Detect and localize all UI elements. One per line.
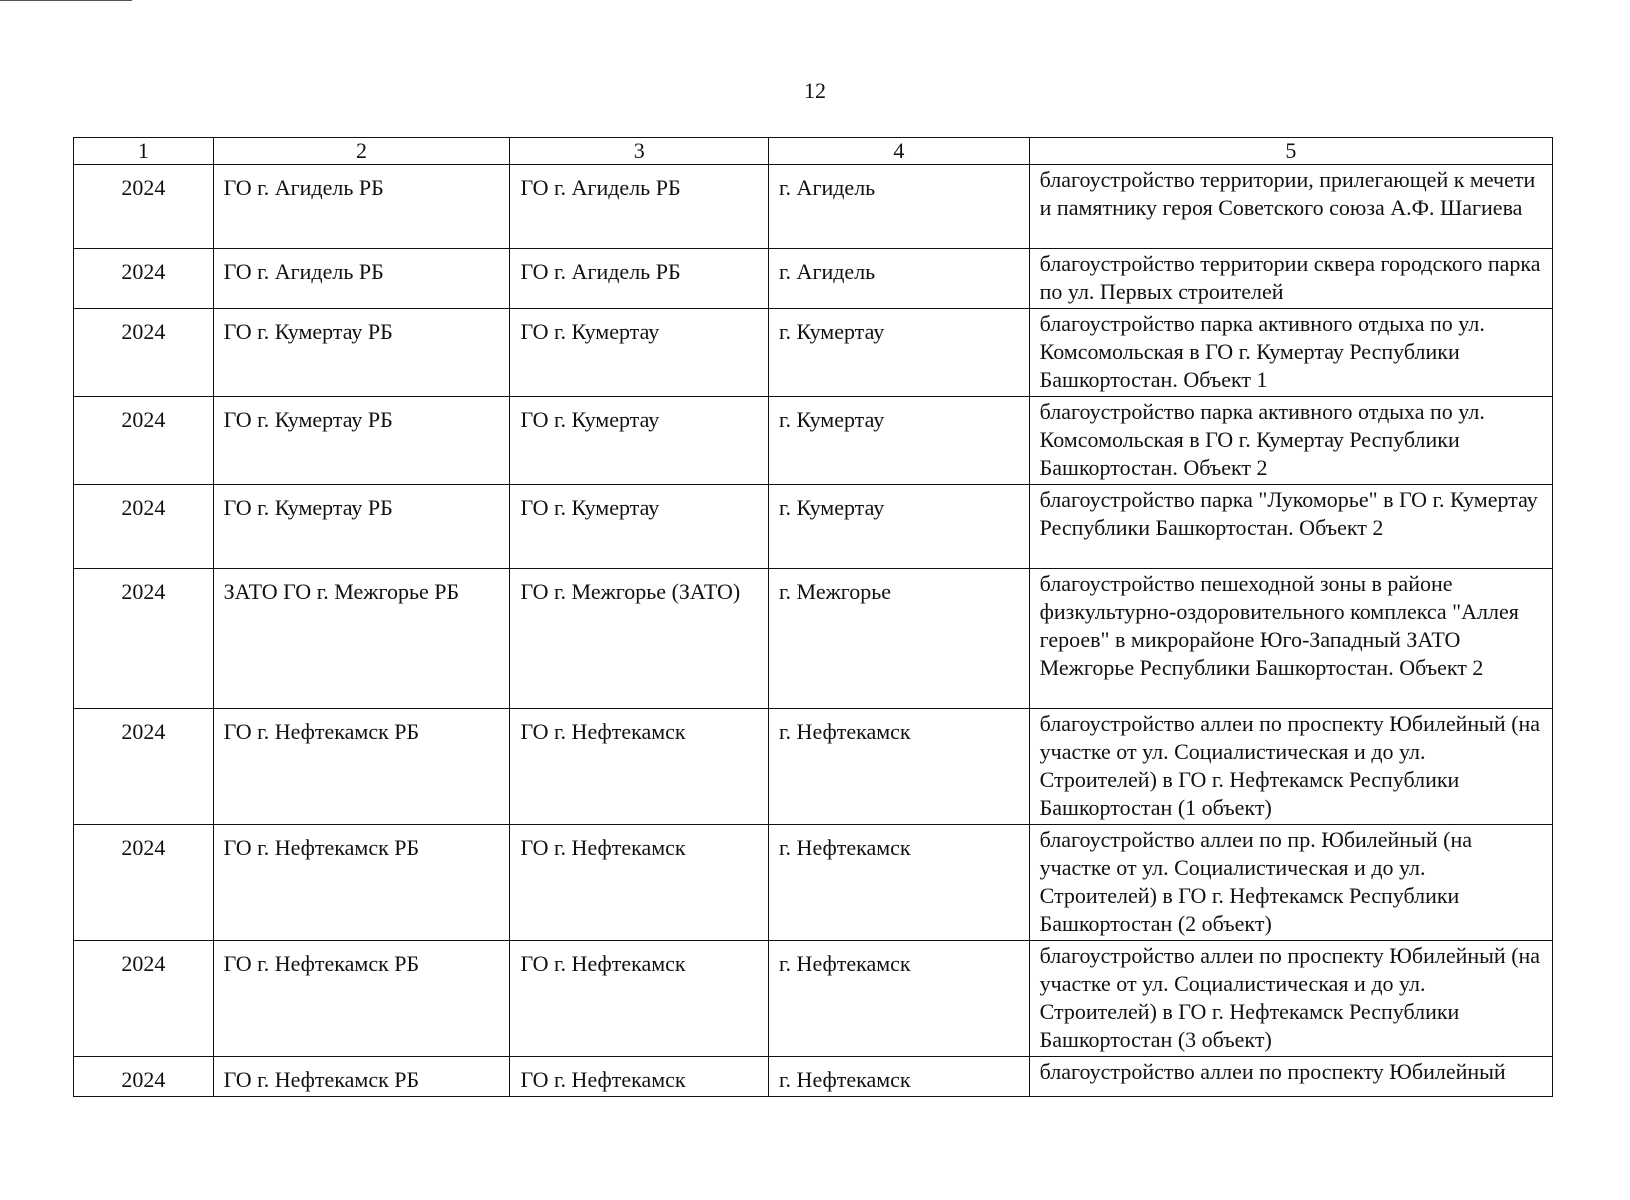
description-cell: благоустройство территории сквера городского парка по ул. Первых строителей bbox=[1029, 249, 1552, 309]
page-corner-line bbox=[0, 0, 132, 1]
table-row bbox=[74, 709, 1553, 825]
description-cell: благоустройство парка "Лукоморье" в ГО г. Кумертау Республики Башкортостан. Объект 2 bbox=[1029, 485, 1552, 569]
municipality-cell: ЗАТО ГО г. Межгорье РБ bbox=[213, 569, 510, 709]
recipient-cell: ГО г. Кумертау bbox=[510, 309, 769, 397]
table-header bbox=[74, 138, 1553, 165]
locality-cell: г. Межгорье bbox=[769, 569, 1030, 709]
table-row bbox=[74, 569, 1553, 709]
recipient-cell: ГО г. Межгорье (ЗАТО) bbox=[510, 569, 769, 709]
year-cell: 2024 bbox=[74, 309, 214, 397]
table-row bbox=[74, 309, 1553, 397]
header-col-3: 3 bbox=[510, 138, 769, 165]
locality-cell: г. Нефтекамск bbox=[769, 709, 1030, 825]
year-cell: 2024 bbox=[74, 249, 214, 309]
municipality-cell: ГО г. Кумертау РБ bbox=[213, 485, 510, 569]
table-row bbox=[74, 249, 1553, 309]
locality-cell: г. Нефтекамск bbox=[769, 1057, 1030, 1097]
municipality-cell: ГО г. Нефтекамск РБ bbox=[213, 825, 510, 941]
municipality-cell: ГО г. Нефтекамск РБ bbox=[213, 1057, 510, 1097]
page-number: 12 bbox=[804, 78, 826, 103]
municipality-cell: ГО г. Кумертау РБ bbox=[213, 397, 510, 485]
description-cell: благоустройство аллеи по проспекту Юбилейный bbox=[1029, 1057, 1552, 1097]
municipality-cell: ГО г. Агидель РБ bbox=[213, 249, 510, 309]
year-cell: 2024 bbox=[74, 485, 214, 569]
description-cell: благоустройство аллеи по проспекту Юбилейный (на участке от ул. Социалистическая и до ул. Строителей) в ГО г. Нефтекамск Республики Башкортостан (3 объект) bbox=[1029, 941, 1552, 1057]
recipient-cell: ГО г. Нефтекамск bbox=[510, 709, 769, 825]
recipient-cell: ГО г. Агидель РБ bbox=[510, 249, 769, 309]
table-row bbox=[74, 165, 1553, 249]
header-row bbox=[74, 138, 1553, 165]
table-row bbox=[74, 397, 1553, 485]
recipient-cell: ГО г. Кумертау bbox=[510, 485, 769, 569]
table-body bbox=[74, 165, 1553, 1097]
table-row bbox=[74, 825, 1553, 941]
locality-cell: г. Кумертау bbox=[769, 309, 1030, 397]
description-cell: благоустройство аллеи по пр. Юбилейный (на участке от ул. Социалистическая и до ул. Строителей) в ГО г. Нефтекамск Республики Башкортостан (2 объект) bbox=[1029, 825, 1552, 941]
table-row bbox=[74, 941, 1553, 1057]
header-col-5: 5 bbox=[1029, 138, 1552, 165]
recipient-cell: ГО г. Нефтекамск bbox=[510, 1057, 769, 1097]
locality-cell: г. Нефтекамск bbox=[769, 941, 1030, 1057]
recipient-cell: ГО г. Нефтекамск bbox=[510, 941, 769, 1057]
table-row bbox=[74, 485, 1553, 569]
header-col-1: 1 bbox=[74, 138, 214, 165]
locality-cell: г. Агидель bbox=[769, 249, 1030, 309]
year-cell: 2024 bbox=[74, 941, 214, 1057]
locality-cell: г. Нефтекамск bbox=[769, 825, 1030, 941]
locality-cell: г. Кумертау bbox=[769, 485, 1030, 569]
municipality-cell: ГО г. Нефтекамск РБ bbox=[213, 709, 510, 825]
description-cell: благоустройство аллеи по проспекту Юбилейный (на участке от ул. Социалистическая и до ул. Строителей) в ГО г. Нефтекамск Республики Башкортостан (1 объект) bbox=[1029, 709, 1552, 825]
recipient-cell: ГО г. Нефтекамск bbox=[510, 825, 769, 941]
locality-cell: г. Кумертау bbox=[769, 397, 1030, 485]
recipient-cell: ГО г. Кумертау bbox=[510, 397, 769, 485]
locality-cell: г. Агидель bbox=[769, 165, 1030, 249]
table-row bbox=[74, 1057, 1553, 1097]
description-cell: благоустройство парка активного отдыха по ул. Комсомольская в ГО г. Кумертау Республики Башкортостан. Объект 2 bbox=[1029, 397, 1552, 485]
year-cell: 2024 bbox=[74, 825, 214, 941]
municipality-cell: ГО г. Агидель РБ bbox=[213, 165, 510, 249]
recipient-cell: ГО г. Агидель РБ bbox=[510, 165, 769, 249]
year-cell: 2024 bbox=[74, 709, 214, 825]
header-col-2: 2 bbox=[213, 138, 510, 165]
year-cell: 2024 bbox=[74, 569, 214, 709]
objects-table bbox=[73, 137, 1553, 1097]
description-cell: благоустройство пешеходной зоны в районе физкультурно-оздоровительного комплекса "Аллея героев" в микрорайоне Юго-Западный ЗАТО Межгорье Республики Башкортостан. Объект 2 bbox=[1029, 569, 1552, 709]
header-col-4: 4 bbox=[769, 138, 1030, 165]
municipality-cell: ГО г. Кумертау РБ bbox=[213, 309, 510, 397]
municipality-cell: ГО г. Нефтекамск РБ bbox=[213, 941, 510, 1057]
description-cell: благоустройство территории, прилегающей к мечети и памятнику героя Советского союза А.Ф. Шагиева bbox=[1029, 165, 1552, 249]
year-cell: 2024 bbox=[74, 165, 214, 249]
description-cell: благоустройство парка активного отдыха по ул. Комсомольская в ГО г. Кумертау Республики Башкортостан. Объект 1 bbox=[1029, 309, 1552, 397]
year-cell: 2024 bbox=[74, 397, 214, 485]
year-cell: 2024 bbox=[74, 1057, 214, 1097]
